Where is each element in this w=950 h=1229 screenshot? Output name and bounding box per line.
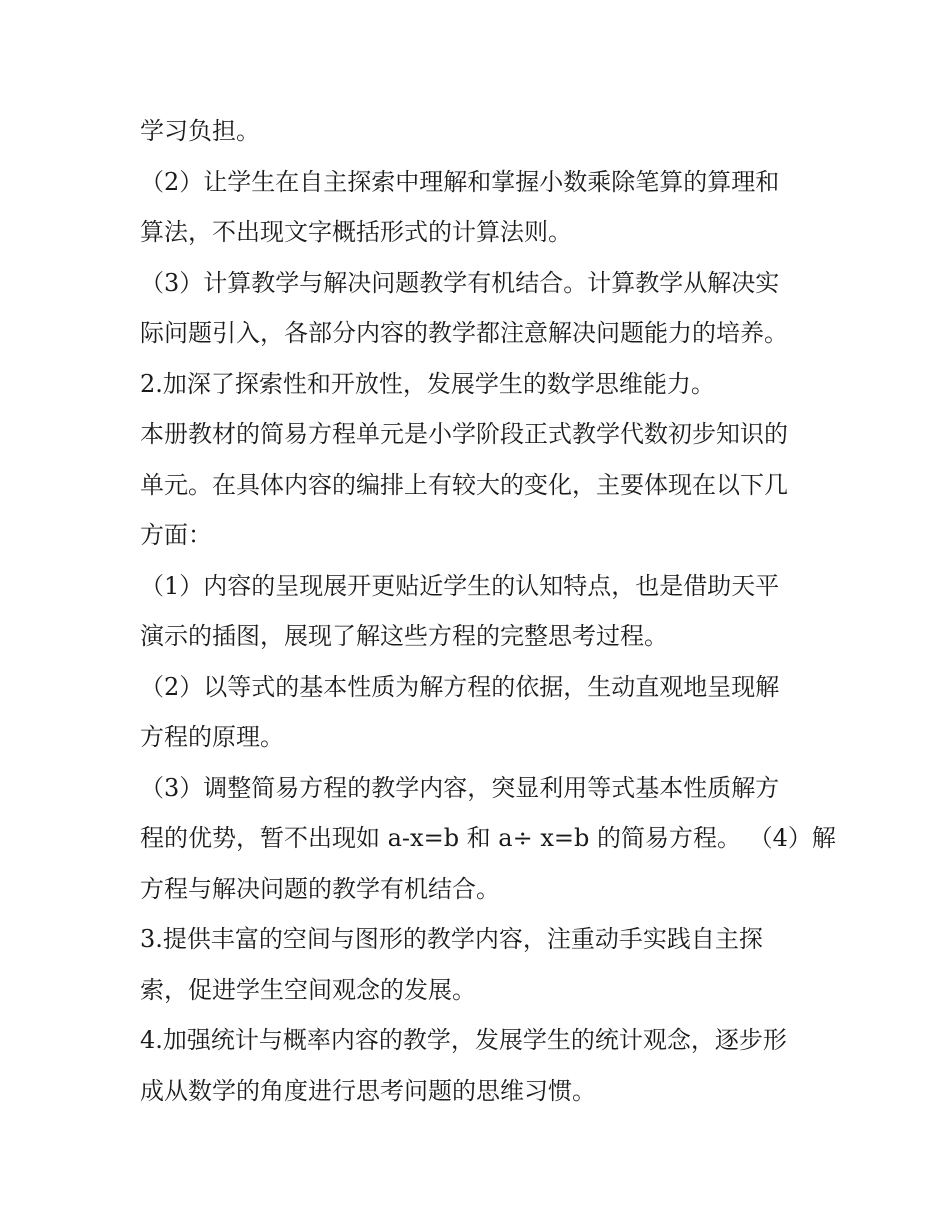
- text-line-6: 2.加深了探索性和开放性，发展学生的数学思维能力。: [140, 369, 715, 398]
- text-line-8: 单元。在具体内容的编排上有较大的变化，主要体现在以下几: [140, 470, 788, 499]
- text-line-4: （3）计算教学与解决问题教学有机结合。计算教学从解决实: [140, 268, 780, 297]
- text-line-15: 程的优势，暂不出现如 a-x=b 和 a÷ x=b 的简易方程。 （4）解: [140, 824, 836, 852]
- text-line-19: 4.加强统计与概率内容的教学，发展学生的统计观念，逐步形: [140, 1026, 787, 1054]
- text-line-3: 算法，不出现文字概括形式的计算法则。: [140, 218, 572, 246]
- text-line-2: （2）让学生在自主探索中理解和掌握小数乘除笔算的算理和: [140, 167, 780, 196]
- text-line-7: 本册教材的简易方程单元是小学阶段正式教学代数初步知识的: [140, 420, 788, 448]
- text-line-17: 3.提供丰富的空间与图形的教学内容，注重动手实践自主探: [140, 925, 763, 953]
- text-line-1: 学习负担。: [140, 117, 260, 145]
- text-line-20: 成从数学的角度进行思考问题的思维习惯。: [140, 1076, 596, 1105]
- text-line-14: （3）调整简易方程的教学内容，突显利用等式基本性质解方: [140, 773, 780, 802]
- text-line-5: 际问题引入，各部分内容的教学都注意解决问题能力的培养。: [140, 319, 788, 347]
- text-line-18: 索，促进学生空间观念的发展。: [140, 975, 476, 1004]
- text-line-9: 方面：: [140, 521, 212, 549]
- text-line-11: 演示的插图，展现了解这些方程的完整思考过程。: [140, 622, 668, 650]
- text-line-12: （2）以等式的基本性质为解方程的依据，生动直观地呈现解: [140, 672, 780, 701]
- text-line-10: （1）内容的呈现展开更贴近学生的认知特点，也是借助天平: [140, 571, 780, 600]
- text-line-16: 方程与解决问题的教学有机结合。: [140, 874, 500, 903]
- document-body: [140, 106, 836, 1116]
- text-line-13: 方程的原理。: [140, 723, 284, 751]
